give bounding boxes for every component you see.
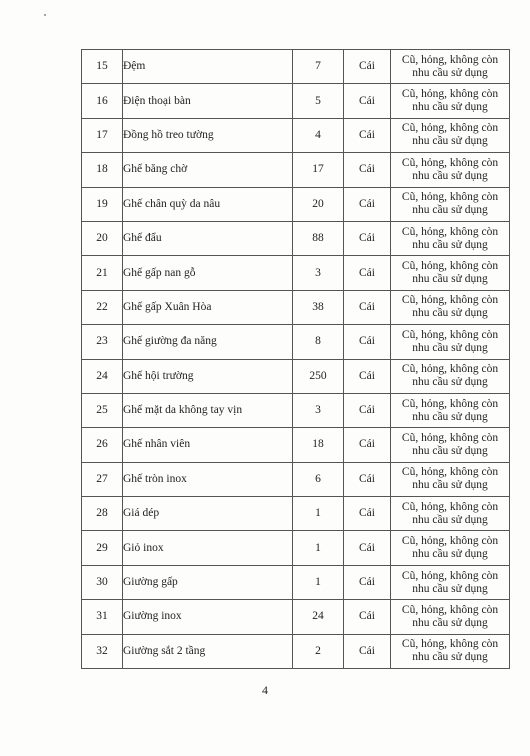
status-note-line: nhu cầu sử dụng	[412, 376, 488, 389]
status-note-line: nhu cầu sử dụng	[412, 582, 488, 595]
status-note-line: Cũ, hỏng, không còn	[401, 397, 499, 410]
item-status-note	[391, 393, 510, 427]
item-quantity: 250	[293, 359, 344, 393]
item-unit: Cái	[344, 497, 391, 531]
item-quantity: 5	[293, 84, 344, 118]
row-number: 21	[82, 256, 123, 290]
item-status-note	[391, 359, 510, 393]
table-row	[82, 428, 510, 462]
status-note-line: Cũ, hỏng, không còn	[401, 225, 499, 238]
status-note-line: nhu cầu sử dụng	[412, 410, 488, 423]
scan-speck	[44, 14, 46, 16]
status-note-line: Cũ, hỏng, không còn	[401, 122, 499, 135]
status-note-line: nhu cầu sử dụng	[412, 307, 488, 320]
item-name: Điện thoại bàn	[123, 84, 293, 118]
item-unit: Cái	[344, 462, 391, 496]
row-number: 20	[82, 221, 123, 255]
table-row	[82, 325, 510, 359]
table-row	[82, 187, 510, 221]
item-unit: Cái	[344, 118, 391, 152]
row-number: 32	[82, 634, 123, 668]
status-note-line: nhu cầu sử dụng	[412, 341, 488, 354]
item-name: Giá dép	[123, 497, 293, 531]
item-quantity: 6	[293, 462, 344, 496]
table-row	[82, 359, 510, 393]
item-quantity: 1	[293, 531, 344, 565]
item-status-note	[391, 497, 510, 531]
status-note-line: Cũ, hỏng, không còn	[401, 535, 499, 548]
item-quantity: 7	[293, 50, 344, 84]
table-row	[82, 118, 510, 152]
item-unit: Cái	[344, 221, 391, 255]
item-unit: Cái	[344, 428, 391, 462]
status-note-line: nhu cầu sử dụng	[412, 444, 488, 457]
item-unit: Cái	[344, 187, 391, 221]
status-note-line: Cũ, hỏng, không còn	[401, 156, 499, 169]
item-quantity: 3	[293, 393, 344, 427]
item-unit: Cái	[344, 531, 391, 565]
item-quantity: 38	[293, 290, 344, 324]
table-row	[82, 600, 510, 634]
row-number: 23	[82, 325, 123, 359]
status-note-line: nhu cầu sử dụng	[412, 651, 488, 664]
table-row	[82, 153, 510, 187]
item-quantity: 8	[293, 325, 344, 359]
status-note-line: Cũ, hỏng, không còn	[401, 431, 499, 444]
row-number: 26	[82, 428, 123, 462]
item-unit: Cái	[344, 290, 391, 324]
table-row	[82, 393, 510, 427]
status-note-line: Cũ, hỏng, không còn	[401, 603, 499, 616]
status-note-line: nhu cầu sử dụng	[412, 273, 488, 286]
item-name: Ghế hội trường	[123, 359, 293, 393]
table-row	[82, 497, 510, 531]
status-note-line: Cũ, hỏng, không còn	[401, 260, 499, 273]
item-status-note	[391, 84, 510, 118]
row-number: 31	[82, 600, 123, 634]
status-note-line: nhu cầu sử dụng	[412, 548, 488, 561]
item-unit: Cái	[344, 565, 391, 599]
item-status-note	[391, 256, 510, 290]
item-unit: Cái	[344, 84, 391, 118]
status-note-line: nhu cầu sử dụng	[412, 204, 488, 217]
status-note-line: Cũ, hỏng, không còn	[401, 328, 499, 341]
table-row	[82, 221, 510, 255]
item-status-note	[391, 600, 510, 634]
row-number: 28	[82, 497, 123, 531]
table-row	[82, 84, 510, 118]
item-unit: Cái	[344, 359, 391, 393]
item-name: Ghế giường đa năng	[123, 325, 293, 359]
status-note-line: nhu cầu sử dụng	[412, 135, 488, 148]
item-unit: Cái	[344, 600, 391, 634]
row-number: 25	[82, 393, 123, 427]
item-status-note	[391, 153, 510, 187]
item-quantity: 17	[293, 153, 344, 187]
status-note-line: nhu cầu sử dụng	[412, 513, 488, 526]
table-row	[82, 50, 510, 84]
item-unit: Cái	[344, 50, 391, 84]
asset-table-body	[82, 50, 510, 669]
row-number: 22	[82, 290, 123, 324]
item-quantity: 3	[293, 256, 344, 290]
item-status-note	[391, 290, 510, 324]
table-row	[82, 565, 510, 599]
item-unit: Cái	[344, 153, 391, 187]
status-note-line: Cũ, hỏng, không còn	[401, 638, 499, 651]
status-note-line: nhu cầu sử dụng	[412, 169, 488, 182]
item-status-note	[391, 187, 510, 221]
page-number: 4	[262, 683, 268, 697]
item-status-note	[391, 50, 510, 84]
item-status-note	[391, 634, 510, 668]
status-note-line: nhu cầu sử dụng	[412, 66, 488, 79]
item-name: Ghế gấp nan gỗ	[123, 256, 293, 290]
item-unit: Cái	[344, 393, 391, 427]
item-name: Ghế nhân viên	[123, 428, 293, 462]
item-status-note	[391, 118, 510, 152]
item-status-note	[391, 462, 510, 496]
item-quantity: 1	[293, 497, 344, 531]
item-name: Ghế băng chờ	[123, 153, 293, 187]
asset-table	[81, 49, 510, 669]
row-number: 17	[82, 118, 123, 152]
item-status-note	[391, 428, 510, 462]
table-row	[82, 290, 510, 324]
status-note-line: Cũ, hỏng, không còn	[401, 191, 499, 204]
row-number: 18	[82, 153, 123, 187]
item-name: Giỏ inox	[123, 531, 293, 565]
status-note-line: Cũ, hỏng, không còn	[401, 294, 499, 307]
row-number: 24	[82, 359, 123, 393]
table-row	[82, 531, 510, 565]
item-name: Đồng hồ treo tường	[123, 118, 293, 152]
status-note-line: Cũ, hỏng, không còn	[401, 500, 499, 513]
item-name: Ghế gấp Xuân Hòa	[123, 290, 293, 324]
status-note-line: nhu cầu sử dụng	[412, 238, 488, 251]
item-unit: Cái	[344, 256, 391, 290]
item-status-note	[391, 325, 510, 359]
table-row	[82, 634, 510, 668]
row-number: 27	[82, 462, 123, 496]
item-name: Ghế đẩu	[123, 221, 293, 255]
status-note-line: nhu cầu sử dụng	[412, 101, 488, 114]
item-status-note	[391, 221, 510, 255]
item-name: Giường inox	[123, 600, 293, 634]
row-number: 16	[82, 84, 123, 118]
item-quantity: 24	[293, 600, 344, 634]
item-name: Ghế chân quỳ da nâu	[123, 187, 293, 221]
item-quantity: 88	[293, 221, 344, 255]
item-quantity: 1	[293, 565, 344, 599]
status-note-line: Cũ, hỏng, không còn	[401, 363, 499, 376]
row-number: 29	[82, 531, 123, 565]
item-quantity: 18	[293, 428, 344, 462]
row-number: 15	[82, 50, 123, 84]
row-number: 30	[82, 565, 123, 599]
status-note-line: Cũ, hỏng, không còn	[401, 569, 499, 582]
item-unit: Cái	[344, 634, 391, 668]
status-note-line: Cũ, hỏng, không còn	[401, 53, 499, 66]
item-status-note	[391, 565, 510, 599]
item-name: Giường sắt 2 tầng	[123, 634, 293, 668]
item-name: Ghế tròn inox	[123, 462, 293, 496]
row-number: 19	[82, 187, 123, 221]
item-name: Đệm	[123, 50, 293, 84]
status-note-line: Cũ, hỏng, không còn	[401, 88, 499, 101]
item-quantity: 4	[293, 118, 344, 152]
status-note-line: nhu cầu sử dụng	[412, 616, 488, 629]
item-quantity: 20	[293, 187, 344, 221]
item-unit: Cái	[344, 325, 391, 359]
item-name: Giường gấp	[123, 565, 293, 599]
item-name: Ghế mặt da không tay vịn	[123, 393, 293, 427]
item-status-note	[391, 531, 510, 565]
table-row	[82, 256, 510, 290]
table-row	[82, 462, 510, 496]
status-note-line: nhu cầu sử dụng	[412, 479, 488, 492]
item-quantity: 2	[293, 634, 344, 668]
status-note-line: Cũ, hỏng, không còn	[401, 466, 499, 479]
